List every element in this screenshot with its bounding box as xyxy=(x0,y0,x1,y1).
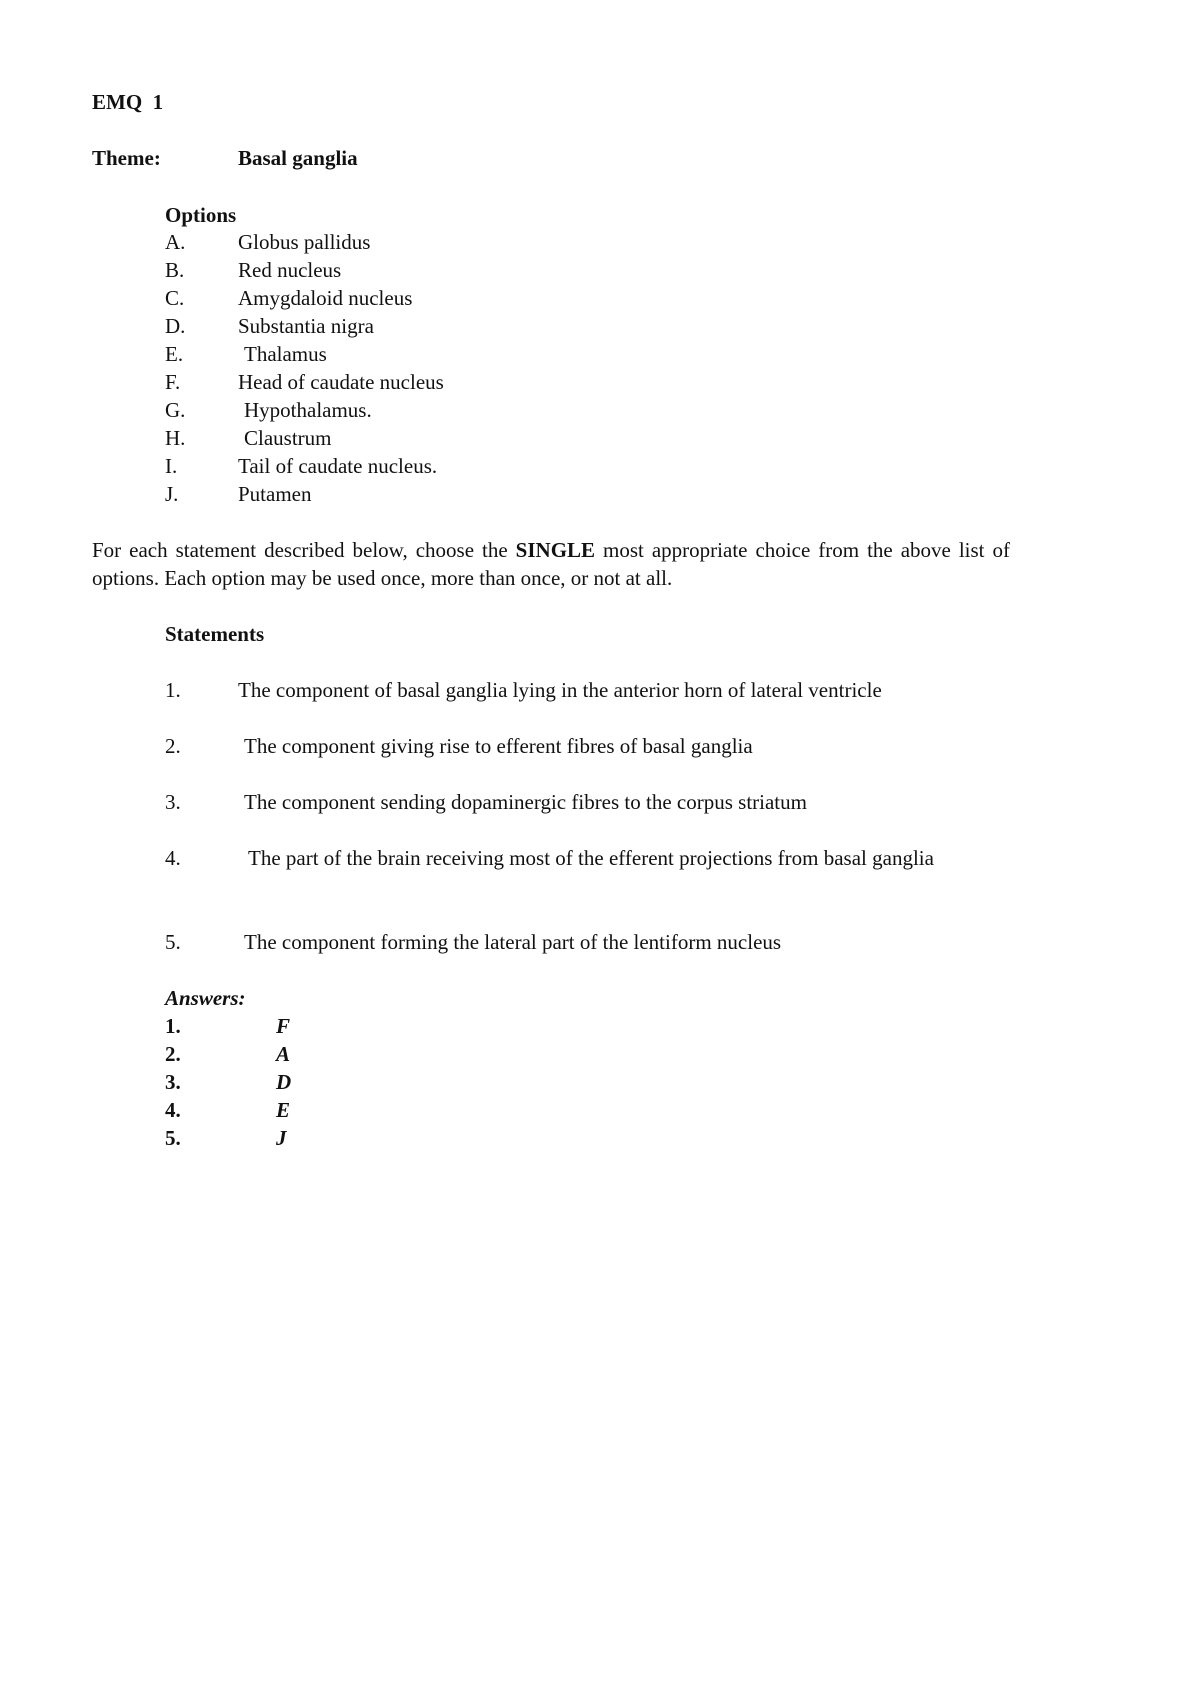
instructions-paragraph xyxy=(92,536,1010,592)
statement-text: The component forming the lateral part of the lentiform nucleus xyxy=(244,930,782,954)
option-text: Red nucleus xyxy=(238,258,342,282)
option-letter: J. xyxy=(165,482,179,506)
option-text: Tail of caudate nucleus. xyxy=(238,454,438,478)
answer-letter: F xyxy=(276,1014,291,1038)
statement-number: 3. xyxy=(165,790,181,814)
theme-label: Theme: xyxy=(92,146,161,170)
answer-letter: A xyxy=(276,1042,291,1066)
option-letter: A. xyxy=(165,230,186,254)
answer-number: 5. xyxy=(165,1126,181,1150)
answers-heading: Answers: xyxy=(165,986,246,1010)
option-letter: I. xyxy=(165,454,178,478)
option-letter: C. xyxy=(165,286,185,310)
instructions-before: For each statement described below, choose the xyxy=(92,538,516,562)
answer-number: 1. xyxy=(165,1014,181,1038)
answer-letter: D xyxy=(276,1070,292,1094)
option-text: Putamen xyxy=(238,482,312,506)
option-text: Head of caudate nucleus xyxy=(238,370,444,394)
option-text: Amygdaloid nucleus xyxy=(238,286,413,310)
option-letter: H. xyxy=(165,426,186,450)
answer-number: 2. xyxy=(165,1042,181,1066)
statement-number: 5. xyxy=(165,930,181,954)
option-letter: G. xyxy=(165,398,186,422)
instructions-after: most appropriate choice from the above list of options. Each option may be used once, more than once, or not at all. xyxy=(92,538,1010,590)
statement-text: The component giving rise to efferent fibres of basal ganglia xyxy=(244,734,753,758)
emq-title xyxy=(92,89,163,115)
option-text: Hypothalamus. xyxy=(244,398,372,422)
answer-number: 4. xyxy=(165,1098,181,1122)
statement-number: 4. xyxy=(165,846,181,870)
answer-letter: E xyxy=(276,1098,291,1122)
statement-number: 2. xyxy=(165,734,181,758)
option-letter: F. xyxy=(165,370,181,394)
answer-letter: J xyxy=(276,1126,287,1150)
emq-label: EMQ xyxy=(92,90,143,114)
option-text: Thalamus xyxy=(244,342,327,366)
emq-number: 1 xyxy=(152,90,164,114)
instructions-emphasis: SINGLE xyxy=(515,538,596,562)
option-letter: D. xyxy=(165,314,186,338)
statement-text: The component of basal ganglia lying in the anterior horn of lateral ventricle xyxy=(238,678,882,702)
statement-number: 1. xyxy=(165,678,181,702)
statements-heading: Statements xyxy=(165,622,265,646)
theme-value: Basal ganglia xyxy=(238,146,358,170)
statement-text: The part of the brain receiving most of the efferent projections from basal ganglia xyxy=(248,846,934,870)
answer-number: 3. xyxy=(165,1070,181,1094)
statement-text: The component sending dopaminergic fibres to the corpus striatum xyxy=(244,790,807,814)
option-text: Globus pallidus xyxy=(238,230,371,254)
option-text: Substantia nigra xyxy=(238,314,374,338)
option-letter: E. xyxy=(165,342,184,366)
options-heading: Options xyxy=(165,203,237,227)
option-text: Claustrum xyxy=(244,426,332,450)
option-letter: B. xyxy=(165,258,185,282)
